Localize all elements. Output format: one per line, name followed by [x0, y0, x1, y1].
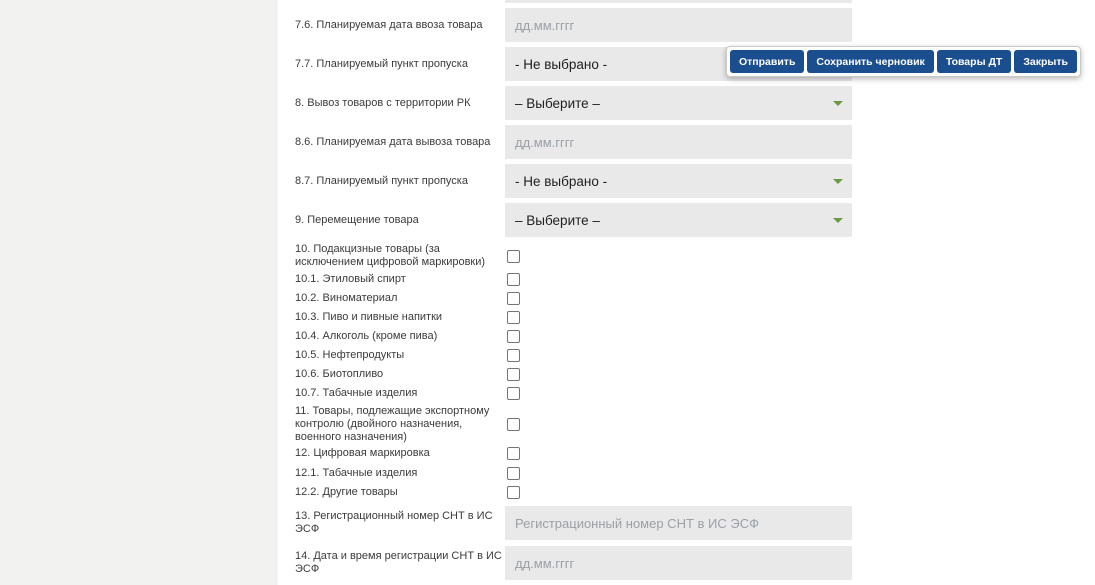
field-7-6-date-input[interactable] — [505, 8, 852, 42]
checkbox-10-5-label: 10.5. Нефтепродукты — [295, 349, 405, 361]
checkbox-10[interactable] — [507, 250, 520, 263]
checkbox-10-5[interactable] — [507, 349, 520, 362]
checkbox-10-label: 10. Подакцизные товары (за исключением цифровой маркировки) — [295, 243, 486, 268]
field-9-value: – Выберите – — [515, 212, 600, 228]
row-11 — [295, 405, 540, 444]
checkbox-10-6[interactable] — [507, 368, 520, 381]
field-13-label: 13. Регистрационный номер СНТ в ИС ЭСФ — [295, 510, 493, 535]
checkbox-12-1[interactable] — [507, 467, 520, 480]
row-10-7 — [295, 387, 540, 400]
row-14 — [0, 546, 1095, 580]
row-10-3 — [295, 311, 540, 324]
field-8-7-value: - Не выбрано - — [515, 173, 608, 189]
checkbox-10-4[interactable] — [507, 330, 520, 343]
row-10-2 — [295, 292, 540, 305]
checkbox-11[interactable] — [507, 418, 520, 431]
field-8-value: – Выберите – — [515, 95, 600, 111]
checkbox-12-label: 12. Цифровая маркировка — [295, 447, 430, 459]
field-13-reg-number-input[interactable] — [505, 506, 852, 540]
field-14-label: 14. Дата и время регистрации СНТ в ИС ЭСФ — [295, 550, 502, 575]
checkbox-12[interactable] — [507, 447, 520, 460]
send-button[interactable]: Отправить — [730, 50, 804, 73]
checkbox-12-2-label: 12.2. Другие товары — [295, 486, 398, 498]
field-8-select[interactable] — [505, 86, 852, 120]
checkbox-12-1-label: 12.1. Табачные изделия — [295, 467, 418, 479]
row-10 — [295, 243, 540, 269]
checkbox-10-1-label: 10.1. Этиловый спирт — [295, 273, 406, 285]
row-10-4 — [295, 330, 540, 343]
field-8-label: 8. Вывоз товаров с территории РК — [295, 96, 471, 109]
field-8-6-date-input[interactable] — [505, 125, 852, 159]
row-10-5 — [295, 349, 540, 362]
field-9-label: 9. Перемещение товара — [295, 213, 419, 226]
checkbox-11-label: 11. Товары, подлежащие экспортному контролю (двойного назначения, военного назначения) — [295, 405, 490, 443]
field-7-7-value: - Не выбрано - — [515, 56, 608, 72]
field-8-7-select[interactable] — [505, 164, 852, 198]
previous-field-cutoff — [505, 0, 852, 3]
checkbox-10-3-label: 10.3. Пиво и пивные напитки — [295, 311, 443, 323]
row-10-6 — [295, 368, 540, 381]
checkbox-10-7[interactable] — [507, 387, 520, 400]
goods-dt-button[interactable]: Товары ДТ — [937, 50, 1012, 73]
caret-down-icon — [833, 218, 843, 223]
field-14-date-input[interactable] — [505, 546, 852, 580]
row-13 — [0, 506, 1095, 540]
action-toolbar — [726, 46, 1081, 77]
caret-down-icon — [833, 179, 843, 184]
checkbox-10-7-label: 10.7. Табачные изделия — [295, 387, 418, 399]
row-9 — [0, 203, 1095, 237]
row-12-1 — [295, 467, 540, 480]
checkbox-10-2[interactable] — [507, 292, 520, 305]
row-8 — [0, 86, 1095, 120]
checkbox-10-3[interactable] — [507, 311, 520, 324]
row-8-6 — [0, 125, 1095, 159]
row-12 — [295, 447, 540, 460]
checkbox-10-4-label: 10.4. Алкоголь (кроме пива) — [295, 330, 438, 342]
row-10-1 — [295, 273, 540, 286]
checkbox-12-2[interactable] — [507, 486, 520, 499]
checkbox-10-1[interactable] — [507, 273, 520, 286]
row-8-7 — [0, 164, 1095, 198]
field-7-7-label: 7.7. Планируемый пункт пропуска — [295, 57, 468, 70]
row-12-2 — [295, 486, 540, 499]
field-8-6-label: 8.6. Планируемая дата вывоза товара — [295, 135, 491, 148]
field-9-select[interactable] — [505, 203, 852, 237]
row-7-6 — [0, 8, 1095, 42]
save-draft-button[interactable]: Сохранить черновик — [807, 50, 933, 73]
field-8-7-label: 8.7. Планируемый пункт пропуска — [295, 174, 468, 187]
caret-down-icon — [833, 101, 843, 106]
field-7-6-label: 7.6. Планируемая дата ввоза товара — [295, 18, 483, 31]
checkbox-10-6-label: 10.6. Биотопливо — [295, 368, 384, 380]
close-button[interactable]: Закрыть — [1014, 50, 1077, 73]
checkbox-10-2-label: 10.2. Виноматериал — [295, 292, 398, 304]
